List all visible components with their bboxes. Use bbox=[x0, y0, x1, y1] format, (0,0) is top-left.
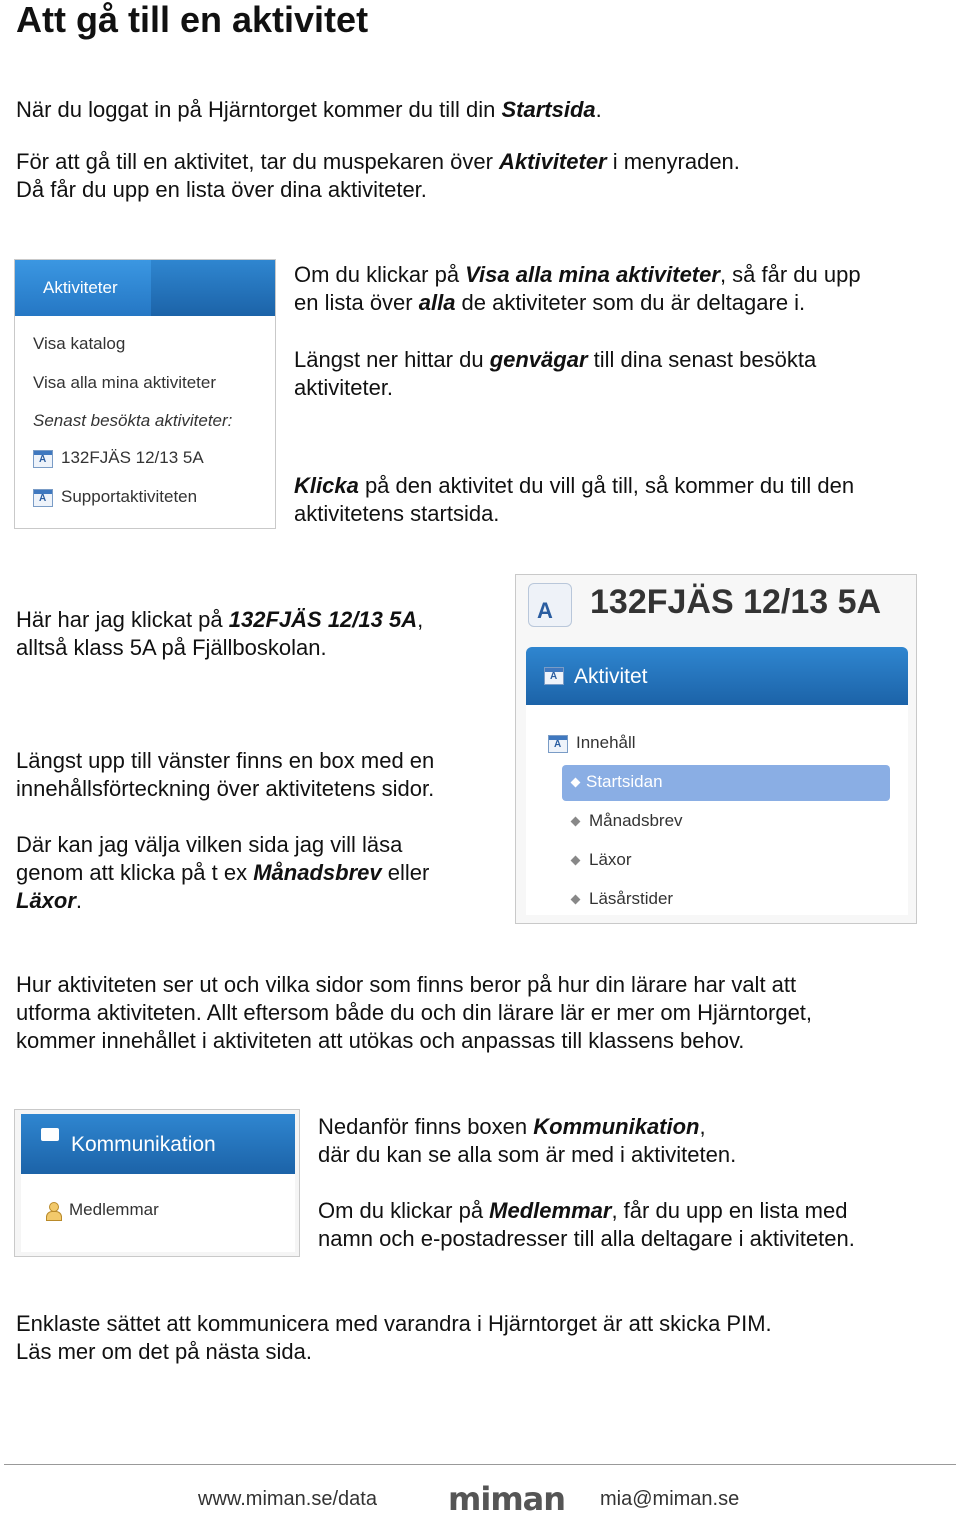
menu-recent-heading: Senast besökta aktiviteter: bbox=[33, 411, 233, 430]
bullet-icon bbox=[571, 856, 581, 866]
miman-logo: miman bbox=[448, 1480, 566, 1518]
content-section-label: Innehåll bbox=[576, 733, 636, 752]
nav-item-monthly-letter[interactable] bbox=[572, 811, 683, 831]
text: namn och e-postadresser till alla deltagare i aktiviteten. bbox=[318, 1226, 855, 1251]
text: Längst upp till vänster finns en box med en bbox=[16, 748, 435, 773]
emphasis: Klicka bbox=[294, 473, 359, 498]
person-icon bbox=[45, 1202, 61, 1220]
text: på den aktivitet du vill gå till, så kommer du till den bbox=[358, 473, 855, 498]
text: innehållsförteckning över aktivitetens sidor. bbox=[16, 776, 435, 801]
communication-body bbox=[21, 1174, 295, 1252]
menu-paragraph bbox=[16, 148, 740, 204]
communication-paragraph bbox=[318, 1113, 736, 1169]
text: Om du klickar på bbox=[318, 1198, 490, 1223]
text: kommer innehållet i aktiviteten att utökas och anpassas till klassens behov. bbox=[16, 1028, 745, 1053]
content-section[interactable] bbox=[548, 733, 636, 753]
communication-header bbox=[21, 1114, 295, 1174]
nav-item-start[interactable] bbox=[562, 765, 890, 801]
text: genom att klicka på t ex bbox=[16, 860, 254, 885]
text: . bbox=[75, 888, 83, 913]
intro-paragraph bbox=[16, 96, 602, 124]
emphasis: Månadsbrev bbox=[253, 860, 382, 885]
text: Enklaste sättet att kommunicera med varandra i Hjärntorget är att skicka PIM. bbox=[16, 1311, 772, 1336]
activity-icon bbox=[33, 450, 53, 468]
emphasis: Medlemmar bbox=[489, 1198, 612, 1223]
activities-menu-header bbox=[15, 260, 275, 316]
activity-title: 132FJÄS 12/13 5A bbox=[590, 583, 882, 621]
clicked-paragraph bbox=[16, 606, 423, 662]
text: Läs mer om det på nästa sida. bbox=[16, 1339, 312, 1364]
menu-item-recent-2[interactable] bbox=[33, 487, 197, 507]
activity-icon bbox=[33, 489, 53, 507]
menu-item-all-activities[interactable]: Visa alla mina aktiviteter bbox=[33, 373, 216, 392]
text: en lista över bbox=[294, 290, 419, 315]
menu-item-catalog[interactable]: Visa katalog bbox=[33, 334, 126, 353]
text: Längst ner hittar du bbox=[294, 347, 490, 372]
communication-title: Kommunikation bbox=[71, 1133, 216, 1156]
emphasis: Visa alla mina aktiviteter bbox=[465, 262, 720, 287]
members-link-label: Medlemmar bbox=[69, 1200, 159, 1219]
nav-item-label: Startsidan bbox=[586, 772, 663, 791]
nav-item-school-year[interactable] bbox=[572, 889, 673, 909]
text: Där kan jag välja vilken sida jag vill läsa bbox=[16, 832, 403, 857]
emphasis: Läxor bbox=[16, 888, 76, 913]
emphasis: genvägar bbox=[489, 347, 588, 372]
footer-email: mia@miman.se bbox=[600, 1488, 740, 1510]
text: , bbox=[417, 607, 424, 632]
text: eller bbox=[381, 860, 430, 885]
activity-box-header bbox=[526, 647, 908, 705]
toc-paragraph bbox=[16, 747, 434, 803]
text: Då får du upp en lista över dina aktiviteter. bbox=[16, 177, 427, 202]
activities-menu-title[interactable]: Aktiviteter bbox=[43, 278, 118, 297]
nav-item-label: Läxor bbox=[589, 850, 632, 869]
members-link[interactable] bbox=[45, 1200, 159, 1220]
show-all-paragraph bbox=[294, 261, 861, 317]
text: till dina senast besökta bbox=[587, 347, 817, 372]
bullet-icon bbox=[571, 778, 581, 788]
emphasis: 132FJÄS 12/13 5A bbox=[228, 607, 418, 632]
footer-website: www.miman.se/data bbox=[198, 1488, 377, 1510]
text: För att gå till en aktivitet, tar du muspekaren över bbox=[16, 149, 500, 174]
activity-icon bbox=[544, 667, 564, 685]
text: alltså klass 5A på Fjällboskolan. bbox=[16, 635, 327, 660]
choose-page-paragraph bbox=[16, 831, 429, 915]
click-paragraph bbox=[294, 472, 854, 528]
members-paragraph bbox=[318, 1197, 855, 1253]
menu-item-recent-1[interactable] bbox=[33, 448, 204, 468]
text: Hur aktiviteten ser ut och vilka sidor som finns beror på hur din lärare har valt att bbox=[16, 972, 797, 997]
text: , så får du upp bbox=[719, 262, 861, 287]
text: de aktiviteter som du är deltagare i. bbox=[455, 290, 806, 315]
emphasis: Startsida bbox=[501, 97, 596, 122]
activities-menu-screenshot bbox=[14, 259, 276, 529]
nav-item-label: Läsårstider bbox=[589, 889, 674, 908]
activity-design-paragraph bbox=[16, 971, 812, 1055]
text: i menyraden. bbox=[606, 149, 740, 174]
activity-screenshot bbox=[515, 574, 917, 924]
text: Om du klickar på bbox=[294, 262, 466, 287]
emphasis: Kommunikation bbox=[533, 1114, 700, 1139]
activity-logo-icon: A bbox=[528, 583, 572, 627]
bullet-icon bbox=[571, 895, 581, 905]
emphasis: alla bbox=[418, 290, 456, 315]
text: Nedanför finns boxen bbox=[318, 1114, 534, 1139]
text: , bbox=[699, 1114, 706, 1139]
text: Här har jag klickat på bbox=[16, 607, 229, 632]
page-title: Att gå till en aktivitet bbox=[16, 0, 369, 40]
activity-box-body bbox=[526, 705, 908, 915]
text: där du kan se alla som är med i aktiviteten. bbox=[318, 1142, 737, 1167]
nav-item-homework[interactable] bbox=[572, 850, 632, 870]
page-icon bbox=[548, 735, 568, 753]
communication-screenshot bbox=[14, 1109, 300, 1257]
menu-item-label: 132FJÄS 12/13 5A bbox=[61, 448, 204, 467]
speech-bubble-icon bbox=[41, 1128, 59, 1141]
text: utforma aktiviteten. Allt eftersom både du och din lärare lär er mer om Hjärntorget, bbox=[16, 1000, 813, 1025]
text: . bbox=[595, 97, 602, 122]
menu-item-label: Supportaktiviteten bbox=[61, 487, 198, 506]
text: aktivitetens startsida. bbox=[294, 501, 500, 526]
footer-divider bbox=[4, 1464, 956, 1465]
emphasis: Aktiviteter bbox=[499, 149, 607, 174]
activity-box-title: Aktivitet bbox=[574, 665, 648, 688]
shortcuts-paragraph bbox=[294, 346, 816, 402]
nav-item-label: Månadsbrev bbox=[589, 811, 683, 830]
text: När du loggat in på Hjärntorget kommer du till din bbox=[16, 97, 502, 122]
text: , får du upp en lista med bbox=[611, 1198, 848, 1223]
pim-paragraph bbox=[16, 1310, 772, 1366]
bullet-icon bbox=[571, 817, 581, 827]
text: aktiviteter. bbox=[294, 375, 394, 400]
